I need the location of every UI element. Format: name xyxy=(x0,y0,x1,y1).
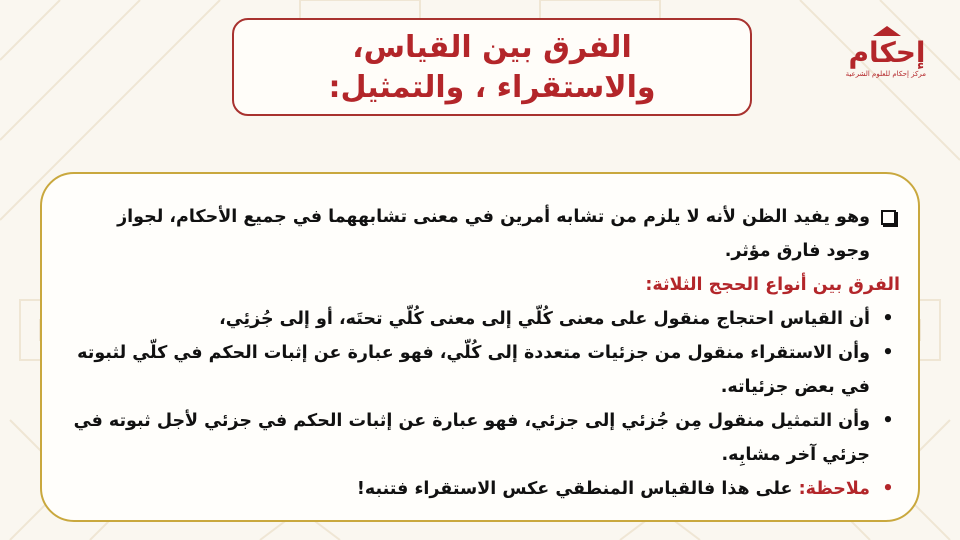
note-label: ملاحظة: xyxy=(798,479,870,499)
bullet-item xyxy=(70,336,900,404)
bullet-text: وأن الاستقراء منقول من جزئيات متعددة إلى كُلّي، فهو عبارة عن إثبات الحكم في كلّي لثبوته في بعض جزئياته. xyxy=(77,343,870,397)
intro-paragraph xyxy=(70,200,900,268)
slide-title-line-1: الفرق بين القياس، xyxy=(352,30,632,65)
bullet-icon: • xyxy=(882,309,894,329)
slide-title-line-2: والاستقراء ، والتمثيل: xyxy=(328,70,656,105)
logo-mark: إحكام xyxy=(848,36,926,69)
brand-logo xyxy=(845,26,926,96)
bullet-item xyxy=(70,302,900,336)
note-text: على هذا فالقياس المنطقي عكس الاستقراء فتنبه! xyxy=(356,479,793,499)
bullet-text: وأن التمثيل منقول مِن جُزئي إلى جزئي، فهو عبارة عن إثبات الحكم في جزئي لأجل ثبوته في جزئي آخر مشابِه. xyxy=(73,411,870,465)
section-heading: الفرق بين أنواع الحجج الثلاثة: xyxy=(645,275,900,295)
bullet-icon: • xyxy=(882,411,894,431)
title-box xyxy=(232,18,752,116)
checkbox-icon xyxy=(876,200,900,234)
bullet-icon: • xyxy=(882,479,894,499)
bullet-item xyxy=(70,404,900,472)
slide-content xyxy=(70,200,900,506)
bullet-text: أن القياس احتجاج منقول على معنى كُلّي إلى معنى كُلّي تحتَه، أو إلى جُزئِي، xyxy=(219,309,870,329)
bullet-icon: • xyxy=(882,343,894,363)
logo-roof-icon xyxy=(873,26,901,36)
intro-text: وهو يفيد الظن لأنه لا يلزم من تشابه أمرين في معنى تشابههما في جميع الأحكام، لجواز وجود فارق مؤثر. xyxy=(117,207,870,261)
logo-subtitle: مركز إحكام للعلوم الشرعية xyxy=(845,70,926,78)
note-item xyxy=(70,472,900,506)
